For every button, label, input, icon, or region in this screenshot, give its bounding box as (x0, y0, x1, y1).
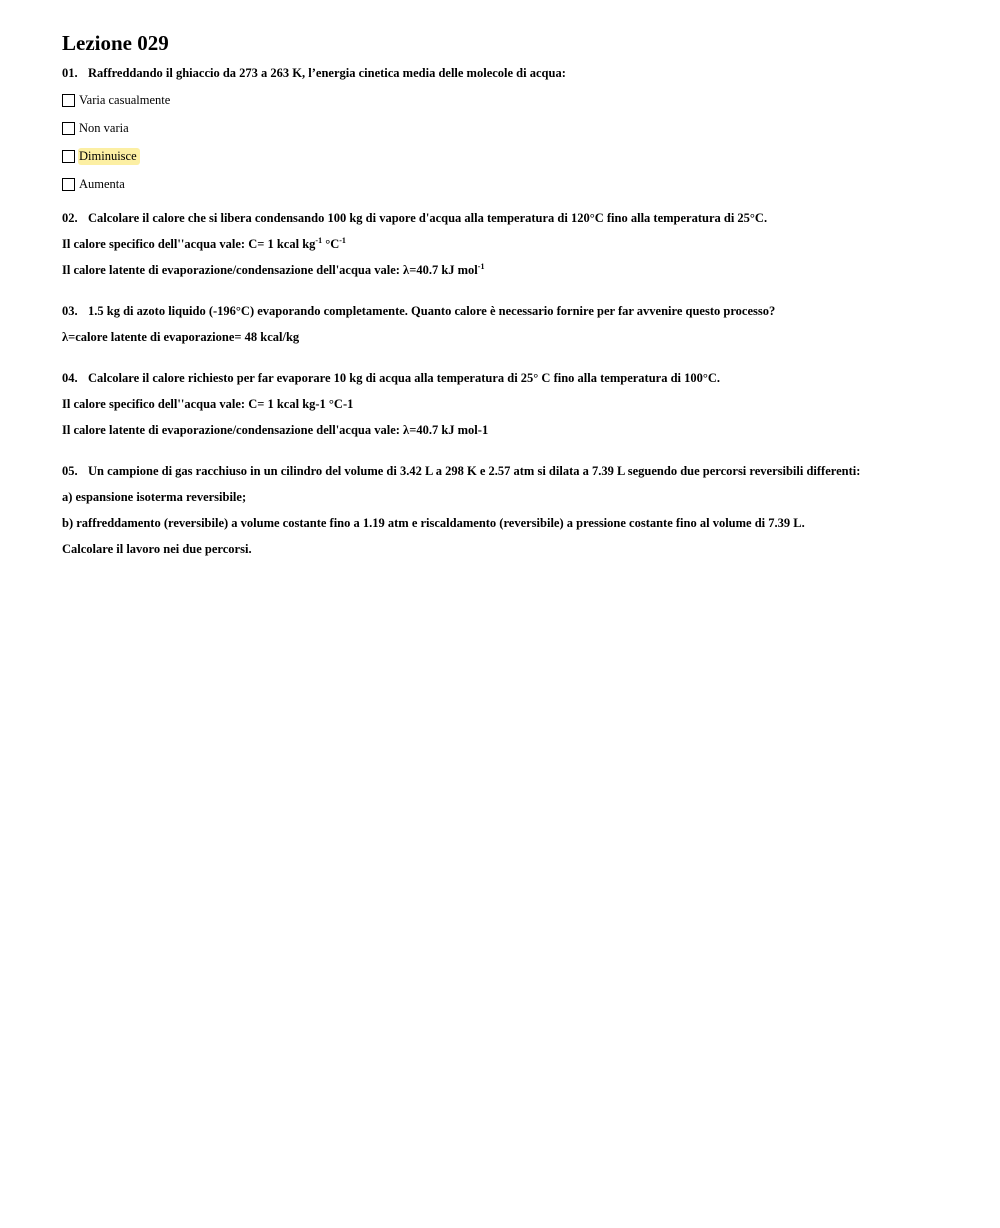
specific-heat-line: Il calore specifico dell''acqua vale: C= 1 kcal $kg^{-1}$ $^\circ C^{-1}$ (62, 236, 346, 251)
option-aumenta[interactable] (62, 175, 962, 193)
option-label: Aumenta (79, 176, 125, 191)
latent-heat-line: Il calore latente di evaporazione/condensazione dell'acqua vale: λ=40.7 kJ mol$^{-1}$ (62, 262, 485, 277)
latent-heat-line: λ=calore latente di evaporazione= 48 kcal/kg (62, 330, 300, 344)
question-text: 01. Raffreddando il ghiaccio da 273 a 263 K, l’energia cinetica media delle molecole di acqua: (62, 66, 566, 80)
question-02 (62, 210, 962, 278)
question-text: 05. Un campione di gas racchiuso in un cilindro del volume di 3.42 L a 298 K e 2.57 atm si dilata a 7.39 L seguendo due percorsi reversibili differenti: (62, 464, 861, 478)
page-title: Lezione 029 (62, 31, 169, 55)
question-05 (62, 463, 962, 557)
question-text: 04. Calcolare il calore richiesto per far evaporare 10 kg di acqua alla temperatura di 25° C fino alla temperatura di 100°C. (62, 371, 721, 385)
checkbox[interactable] (62, 150, 75, 163)
path-b-line: b) raffreddamento (reversibile) a volume costante fino a 1.19 atm e riscaldamento (reversibile) a pressione costante fino al volume di 7.39 L. (62, 516, 805, 530)
question-03 (62, 303, 962, 345)
option-diminuisce[interactable] (62, 147, 962, 165)
question-01 (62, 65, 962, 193)
document-page (62, 30, 962, 557)
question-text: 02. Calcolare il calore che si libera condensando 100 kg di vapore d'acqua alla temperatura di 120°C fino alla temperatura di 25°C. (62, 211, 768, 225)
question-text: 03. 1.5 kg di azoto liquido (-196°C) evaporando completamente. Quanto calore è necessario fornire per far avvenire questo processo? (62, 304, 776, 318)
checkbox[interactable] (62, 178, 75, 191)
path-a-line: a) espansione isoterma reversibile; (62, 490, 247, 504)
specific-heat-line: Il calore specifico dell''acqua vale: C= 1 kcal kg-1 °C-1 (62, 397, 354, 411)
question-04 (62, 370, 962, 438)
checkbox[interactable] (62, 122, 75, 135)
option-varia-casualmente[interactable] (62, 91, 962, 109)
option-label: Varia casualmente (79, 92, 171, 107)
answer-options (62, 91, 962, 193)
option-non-varia[interactable] (62, 119, 962, 137)
option-label: Non varia (79, 120, 129, 135)
option-label-highlighted: Diminuisce (78, 148, 140, 165)
instruction-line: Calcolare il lavoro nei due percorsi. (62, 542, 252, 556)
checkbox[interactable] (62, 94, 75, 107)
latent-heat-line: Il calore latente di evaporazione/condensazione dell'acqua vale: λ=40.7 kJ mol-1 (62, 423, 489, 437)
